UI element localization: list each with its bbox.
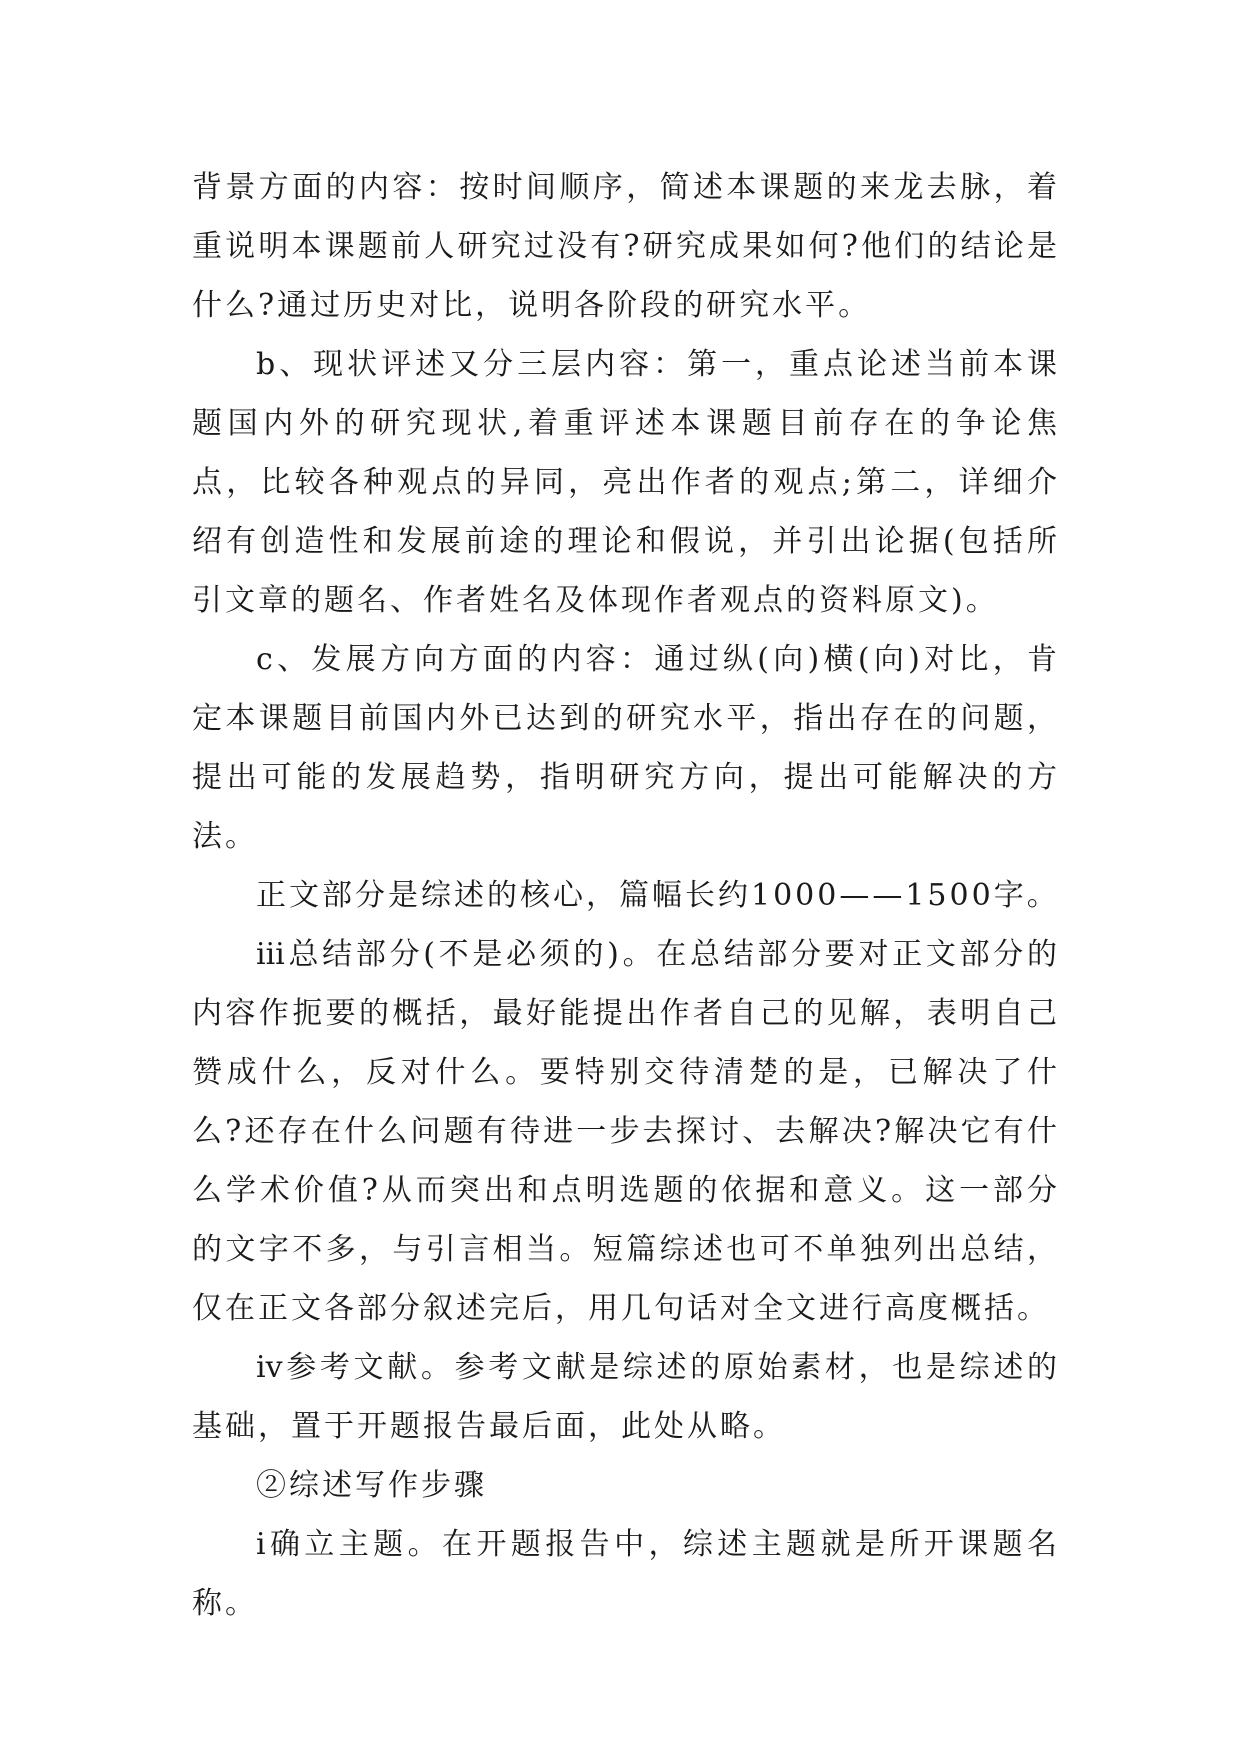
paragraph-development-direction: c、发展方向方面的内容：通过纵(向)横(向)对比，肯定本课题目前国内外已达到的研究水平，指出存在的问题，提出可能的发展趋势，指明研究方向，提出可能解决的方法。 [192, 642, 1060, 854]
paragraph-references: ⅳ参考文献。参考文献是综述的原始素材，也是综述的基础，置于开题报告最后面，此处从略。 [192, 1350, 1060, 1444]
section-heading-writing-steps: ②综述写作步骤 [256, 1468, 487, 1503]
paragraph-background: 背景方面的内容：按时间顺序，简述本课题的来龙去脉，着重说明本课题前人研究过没有?研究成果如何?他们的结论是什么?通过历史对比，说明各阶段的研究水平。 [192, 170, 1060, 323]
paragraph-summary-section: ⅲ总结部分(不是必须的)。在总结部分要对正文部分的内容作扼要的概括，最好能提出作者自己的见解，表明自己赞成什么，反对什么。要特别交待清楚的是，已解决了什么?还存在什么问题有待进一步去探讨、去解决?解决它有什么学术价值?从而突出和点明选题的依据和意义。这一部分的文字不多，与引言相当。短篇综述也可不单独列出总结，仅在正文各部分叙述完后，用几句话对全文进行高度概括。 [192, 937, 1060, 1326]
paragraph-establish-topic: ⅰ确立主题。在开题报告中，综述主题就是所开课题名称。 [192, 1527, 1060, 1621]
document-body [192, 158, 1060, 1633]
paragraph-status-review: b、现状评述又分三层内容：第一，重点论述当前本课题国内外的研究现状,着重评述本课题目前存在的争论焦点，比较各种观点的异同，亮出作者的观点;第二，详细介绍有创造性和发展前途的理论和假说，并引出论据(包括所引文章的题名、作者姓名及体现作者观点的资料原文)。 [192, 347, 1060, 618]
paragraph-body-length: 正文部分是综述的核心，篇幅长约1000——1500字。 [256, 878, 1060, 913]
